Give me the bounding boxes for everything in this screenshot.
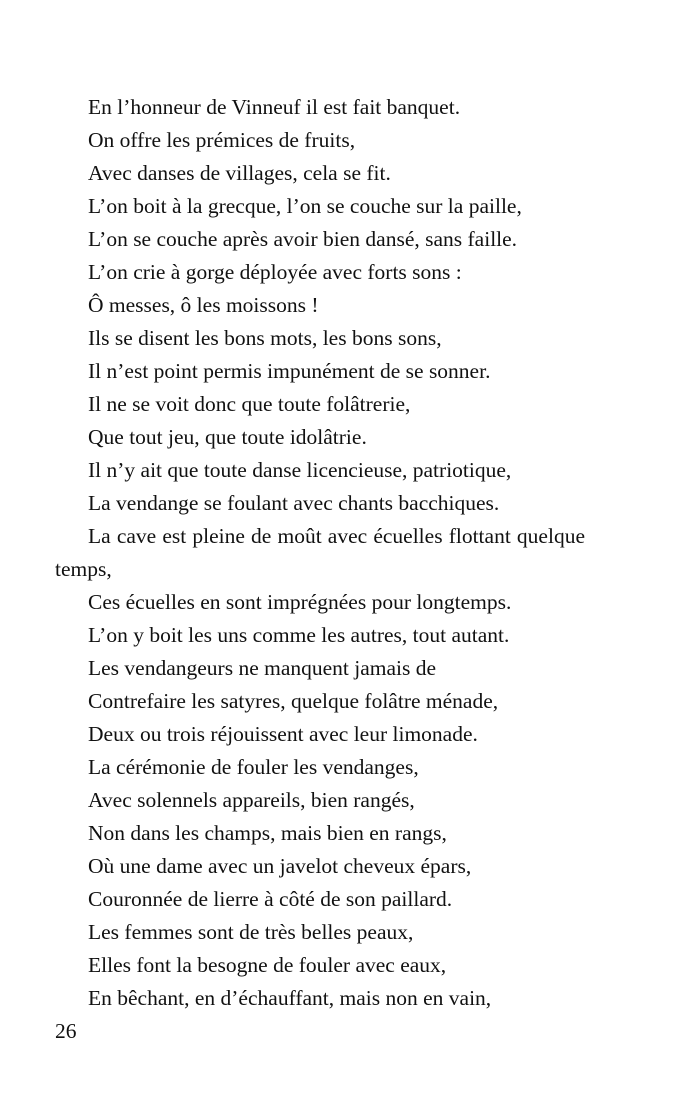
- verse-line: Non dans les champs, mais bien en rangs,: [88, 821, 447, 845]
- verse-line-wrapped: La cave est pleine de moût avec écuelles flottant quelque temps,: [55, 524, 585, 581]
- verse-line: Les femmes sont de très belles peaux,: [88, 920, 414, 944]
- verse-line: L’on crie à gorge déployée avec forts sons :: [88, 260, 462, 284]
- verse-line: Il n’est point permis impunément de se sonner.: [88, 359, 491, 383]
- verse-group-2: [55, 586, 585, 1015]
- verse-line: Avec danses de villages, cela se fit.: [88, 161, 391, 185]
- verse-line: Deux ou trois réjouissent avec leur limonade.: [88, 722, 478, 746]
- poem-text: [55, 91, 585, 1015]
- verse-line: Ils se disent les bons mots, les bons sons,: [88, 326, 442, 350]
- verse-line: Ô messes, ô les moissons !: [88, 293, 319, 317]
- verse-line: Couronnée de lierre à côté de son paillard.: [88, 887, 453, 911]
- verse-line: Les vendangeurs ne manquent jamais de: [88, 656, 437, 680]
- verse-line: Contrefaire les satyres, quelque folâtre ménade,: [88, 689, 499, 713]
- verse-line: La cérémonie de fouler les vendanges,: [88, 755, 419, 779]
- verse-line: Il n’y ait que toute danse licencieuse, patriotique,: [88, 458, 512, 482]
- verse-line: En bêchant, en d’échauffant, mais non en vain,: [88, 986, 492, 1010]
- verse-line: Que tout jeu, que toute idolâtrie.: [88, 425, 367, 449]
- verse-line: Avec solennels appareils, bien rangés,: [88, 788, 415, 812]
- verse-line: Il ne se voit donc que toute folâtrerie,: [88, 392, 411, 416]
- verse-line: Ces écuelles en sont imprégnées pour longtemps.: [88, 590, 512, 614]
- verse-line: Elles font la besogne de fouler avec eaux,: [88, 953, 447, 977]
- verse-line: L’on boit à la grecque, l’on se couche sur la paille,: [88, 194, 522, 218]
- verse-line: L’on y boit les uns comme les autres, tout autant.: [88, 623, 510, 647]
- verse-line: En l’honneur de Vinneuf il est fait banquet.: [88, 95, 461, 119]
- verse-line: Où une dame avec un javelot cheveux épars,: [88, 854, 472, 878]
- verse-group-1: [55, 91, 585, 520]
- verse-line: On offre les prémices de fruits,: [88, 128, 356, 152]
- page-number: 26: [55, 1019, 77, 1043]
- verse-line: L’on se couche après avoir bien dansé, sans faille.: [88, 227, 518, 251]
- verse-line: La vendange se foulant avec chants bacchiques.: [88, 491, 500, 515]
